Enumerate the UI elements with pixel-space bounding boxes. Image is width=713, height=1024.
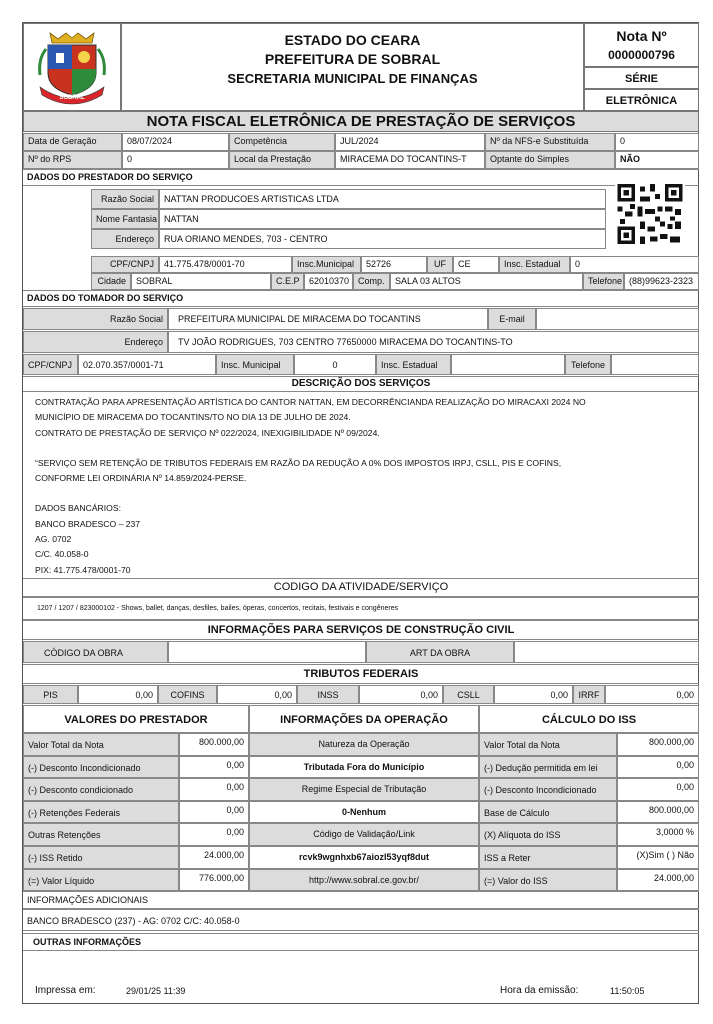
operacao-row: Código de Validação/Link	[249, 823, 479, 846]
header-prefeitura: PREFEITURA DE SOBRAL	[264, 51, 441, 67]
prestador-tel-label: Telefone	[583, 273, 624, 290]
operacao-section-title: INFORMAÇÕES DA OPERAÇÃO	[249, 705, 479, 733]
iss-row-label: Base de Cálculo	[479, 801, 617, 824]
iss-row-value: 800.000,00	[617, 733, 699, 756]
impressa-label: Impressa em:	[35, 985, 96, 996]
iss-row-label: (=) Valor do ISS	[479, 869, 617, 892]
prestador-endereco-label: Endereço	[91, 229, 159, 249]
csll-label: CSLL	[443, 685, 494, 704]
prestador-razao-label: Razão Social	[91, 189, 159, 209]
valores-row-label: Valor Total da Nota	[23, 733, 179, 756]
operacao-row: 0-Nenhum	[249, 801, 479, 824]
nfse-subst-value: 0	[615, 133, 699, 151]
atividade-section-title: CODIGO DA ATIVIDADE/SERVIÇO	[23, 578, 699, 597]
valores-row-value: 0,00	[179, 756, 249, 779]
cofins-value: 0,00	[217, 685, 297, 704]
emissao-label: Hora da emissão:	[500, 985, 579, 996]
valores-row-label: (-) ISS Retido	[23, 846, 179, 869]
prestador-cidade-value: SOBRAL	[131, 273, 271, 290]
inss-value: 0,00	[359, 685, 443, 704]
prestador-cnpj-label: CPF/CNPJ	[91, 256, 159, 273]
pis-value: 0,00	[78, 685, 158, 704]
qr-code-icon	[615, 181, 685, 247]
valores-row-label: (=) Valor Líquido	[23, 869, 179, 892]
sobral-crest-icon	[36, 29, 108, 105]
iss-row-value: 0,00	[617, 778, 699, 801]
descricao-text	[35, 395, 695, 575]
descricao-line: PIX: 41.775.478/0001-70	[35, 564, 131, 575]
valores-row-value: 0,00	[179, 823, 249, 846]
valores-row-label: Outras Retenções	[23, 823, 179, 846]
csll-value: 0,00	[494, 685, 573, 704]
iss-row-value: (X)Sim ( ) Não	[617, 846, 699, 869]
nota-number: 0000000796	[608, 48, 675, 62]
prestador-endereco-value: RUA ORIANO MENDES, 703 - CENTRO	[159, 229, 606, 249]
descricao-line: AG. 0702	[35, 534, 72, 545]
construcao-section-title: INFORMAÇÕES PARA SERVIÇOS DE CONSTRUÇÃO CIVIL	[23, 620, 699, 640]
nota-number-box	[584, 23, 699, 67]
tomador-im-label: Insc. Municipal	[216, 354, 294, 375]
nota-label: Nota Nº	[616, 28, 667, 44]
descricao-line: “SERVIÇO SEM RETENÇÃO DE TRIBUTOS FEDERAIS EM RAZÃO DA REDUÇÃO A 0% DOS IMPOSTOS IRPJ, CSLL, PIS E COFINS,	[35, 457, 562, 468]
descricao-line: MUNICÍPIO DE MIRACEMA DO TOCANTINS/TO NO DIA 13 DE JULHO DE 2024.	[35, 412, 351, 423]
tomador-email-value	[536, 308, 699, 330]
competencia-value: JUL/2024	[335, 133, 485, 151]
tomador-cnpj-label: CPF/CNPJ	[23, 354, 78, 375]
descricao-line	[35, 486, 695, 501]
tomador-endereco-label: Endereço	[23, 331, 168, 353]
descricao-line: CONFORME LEI ORDINÁRIA Nº 14.859/2024-PERSE.	[35, 473, 247, 484]
prestador-section-title: DADOS DO PRESTADOR DO SERVIÇO	[23, 169, 699, 186]
prestador-cnpj-value: 41.775.478/0001-70	[159, 256, 292, 273]
iss-row-value: 3,0000 %	[617, 823, 699, 846]
iss-row-label: ISS a Reter	[479, 846, 617, 869]
cofins-label: COFINS	[158, 685, 217, 704]
competencia-label: Competência	[229, 133, 335, 151]
serie-label: SÉRIE	[624, 73, 658, 85]
codigo-obra-label: CÓDIGO DA OBRA	[23, 641, 168, 663]
tomador-razao-value: PREFEITURA MUNICIPAL DE MIRACEMA DO TOCANTINS	[168, 308, 488, 330]
header-state: ESTADO DO CEARA	[284, 32, 421, 48]
pis-label: PIS	[23, 685, 78, 704]
data-geracao-value: 08/07/2024	[122, 133, 229, 151]
operacao-row: Tributada Fora do Município	[249, 756, 479, 779]
prestador-cep-label: C.E.P	[271, 273, 304, 290]
data-geracao-label: Data de Geração	[23, 133, 122, 151]
atividade-text: 1207 / 1207 / 823000102 - Shows, ballet, danças, desfiles, bailes, óperas, concertos, recitais, festivais e congêneres	[23, 597, 699, 620]
valores-row-label: (-) Retenções Federais	[23, 801, 179, 824]
inss-label: INSS	[297, 685, 359, 704]
emissao-value: 11:50:05	[610, 986, 645, 996]
valores-row-value: 776.000,00	[179, 869, 249, 892]
tomador-tel-label: Telefone	[565, 354, 611, 375]
tomador-ie-label: Insc. Estadual	[376, 354, 451, 375]
prestador-fantasia-label: Nome Fantasia	[91, 209, 159, 229]
prestador-ie-value: 0	[570, 256, 699, 273]
iss-row-label: (-) Desconto Incondicionado	[479, 778, 617, 801]
rps-label: Nº do RPS	[23, 151, 122, 169]
tomador-tel-value	[611, 354, 699, 375]
rps-value: 0	[122, 151, 229, 169]
art-obra-label: ART DA OBRA	[366, 641, 514, 663]
tomador-ie-value	[451, 354, 565, 375]
prestador-cidade-label: Cidade	[91, 273, 131, 290]
iss-row-value: 800.000,00	[617, 801, 699, 824]
irrf-label: IRRF	[573, 685, 605, 704]
prestador-cep-value: 62010370	[304, 273, 353, 290]
serie-value: ELETRÔNICA	[605, 95, 678, 107]
header-titles	[121, 23, 584, 111]
iss-row-label: (-) Dedução permitida em lei	[479, 756, 617, 779]
document-title: NOTA FISCAL ELETRÔNICA DE PRESTAÇÃO DE SERVIÇOS	[23, 111, 699, 132]
valores-row-value: 800.000,00	[179, 733, 249, 756]
valores-row-label: (-) Desconto condicionado	[23, 778, 179, 801]
descricao-section-title: DESCRIÇÃO DOS SERVIÇOS	[23, 376, 699, 392]
prestador-comp-label: Comp.	[353, 273, 390, 290]
operacao-row: http://www.sobral.ce.gov.br/	[249, 869, 479, 892]
prestador-ie-label: Insc. Estadual	[499, 256, 570, 273]
descricao-line: DADOS BANCÁRIOS:	[35, 503, 121, 514]
local-label: Local da Prestação	[229, 151, 335, 169]
prestador-uf-value: CE	[453, 256, 499, 273]
tributos-section-title: TRIBUTOS FEDERAIS	[23, 664, 699, 684]
iss-row-value: 24.000,00	[617, 869, 699, 892]
simples-label: Optante do Simples	[485, 151, 615, 169]
descricao-line: C/C. 40.058-0	[35, 549, 89, 560]
iss-section-title: CÁLCULO DO ISS	[479, 705, 699, 733]
descricao-line: CONTRATAÇÃO PARA APRESENTAÇÃO ARTÍSTICA DO CANTOR NATTAN, EM DECORRÊNCIANDA REALIZAÇÃO DO MIRACAXI 2024 NO	[35, 397, 586, 407]
svg-text:SOBRAL: SOBRAL	[59, 95, 85, 101]
serie-value-box	[584, 89, 699, 111]
tomador-section-title: DADOS DO TOMADOR DO SERVIÇO	[23, 290, 699, 307]
tomador-razao-label: Razão Social	[23, 308, 168, 330]
adicionais-section-title: INFORMAÇÕES ADICIONAIS	[23, 891, 699, 909]
iss-row-label: (X) Alíquota do ISS	[479, 823, 617, 846]
valores-row-label: (-) Desconto Incondicionado	[23, 756, 179, 779]
valores-row-value: 24.000,00	[179, 846, 249, 869]
descricao-line: CONTRATO DE PRESTAÇÃO DE SERVIÇO Nº 022/2024, INEXIGIBILIDADE Nº 09/2024.	[35, 427, 380, 438]
prestador-tel-value: (88)99623-2323	[624, 273, 699, 290]
crest-box	[23, 23, 121, 111]
prestador-im-label: Insc.Municipal	[292, 256, 361, 273]
prestador-fantasia-value: NATTAN	[159, 209, 606, 229]
operacao-row: Regime Especial de Tributação	[249, 778, 479, 801]
descricao-line	[35, 441, 695, 456]
codigo-obra-value	[168, 641, 366, 663]
tomador-endereco-value: TV JOÃO RODRIGUES, 703 CENTRO 77650000 MIRACEMA DO TOCANTINS-TO	[168, 331, 699, 353]
tomador-cnpj-value: 02.070.357/0001-71	[78, 354, 216, 375]
descricao-line: BANCO BRADESCO – 237	[35, 518, 141, 529]
operacao-row: Natureza da Operação	[249, 733, 479, 756]
nfse-document	[22, 22, 699, 1004]
impressa-value: 29/01/25 11:39	[126, 986, 186, 996]
valores-row-value: 0,00	[179, 801, 249, 824]
header-secretaria: SECRETARIA MUNICIPAL DE FINANÇAS	[227, 71, 478, 86]
nfse-subst-label: Nº da NFS-e Substituída	[485, 133, 615, 151]
tomador-im-value: 0	[294, 354, 376, 375]
tomador-email-label: E-mail	[488, 308, 536, 330]
operacao-row: rcvk9wgnhxb67aiozl53yqf8dut	[249, 846, 479, 869]
irrf-value: 0,00	[605, 685, 699, 704]
serie-label-box	[584, 67, 699, 89]
valores-section-title: VALORES DO PRESTADOR	[23, 705, 249, 733]
prestador-uf-label: UF	[427, 256, 453, 273]
outras-section-title: OUTRAS INFORMAÇÕES	[23, 933, 699, 951]
prestador-comp-value: SALA 03 ALTOS	[390, 273, 583, 290]
art-obra-value	[514, 641, 699, 663]
iss-row-value: 0,00	[617, 756, 699, 779]
adicionais-text: BANCO BRADESCO (237) - AG: 0702 C/C: 40.058-0	[23, 909, 699, 931]
prestador-im-value: 52726	[361, 256, 427, 273]
valores-row-value: 0,00	[179, 778, 249, 801]
prestador-razao-value: NATTAN PRODUCOES ARTISTICAS LTDA	[159, 189, 606, 209]
iss-row-label: Valor Total da Nota	[479, 733, 617, 756]
local-value: MIRACEMA DO TOCANTINS-T	[335, 151, 485, 169]
simples-value: NÃO	[615, 151, 699, 169]
